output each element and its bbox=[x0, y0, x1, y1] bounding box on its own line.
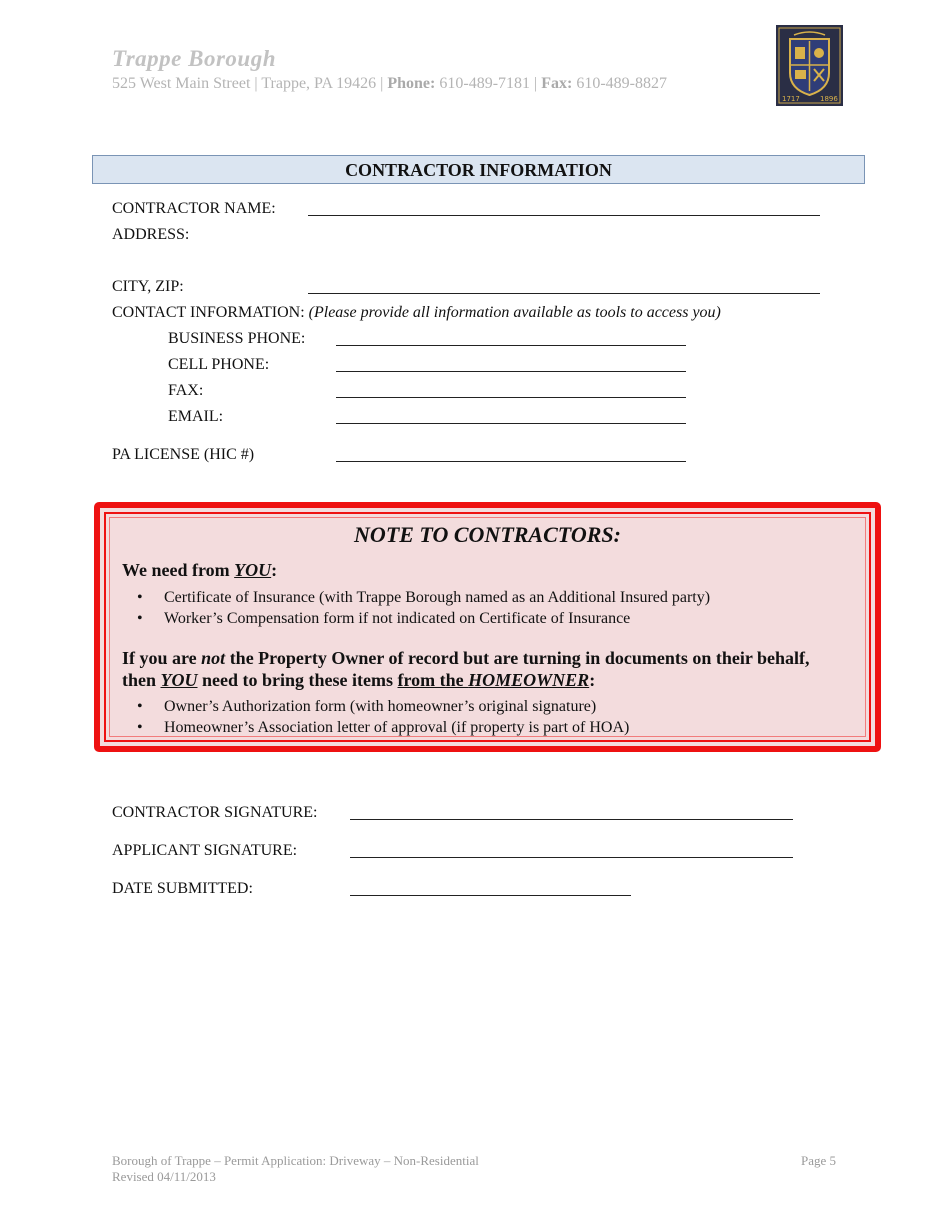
applicant-signature-label: APPLICANT SIGNATURE: bbox=[112, 842, 298, 859]
if-homeowner: HOMEOWNER bbox=[468, 670, 590, 690]
seal-year-left: 1717 bbox=[782, 95, 800, 103]
phone-label: Phone: bbox=[387, 75, 436, 92]
footer-revised: Revised 04/11/2013 bbox=[112, 1169, 216, 1184]
contractor-name-label: CONTRACTOR NAME: bbox=[112, 200, 276, 217]
date-submitted-label: DATE SUBMITTED: bbox=[112, 880, 253, 897]
city-zip-field[interactable] bbox=[308, 293, 820, 294]
contact-info-note: (Please provide all information available as tools to access you) bbox=[308, 304, 721, 321]
note-to-contractors-box bbox=[94, 502, 881, 752]
homeowner-doc-list bbox=[122, 696, 629, 738]
note-homeowner-paragraph bbox=[122, 647, 822, 691]
phone-number: 610-489-7181 bbox=[439, 75, 531, 92]
email-field[interactable] bbox=[336, 423, 686, 424]
if-from-homeowner bbox=[398, 670, 590, 690]
need-suffix: : bbox=[271, 560, 278, 580]
contact-info-label bbox=[112, 304, 721, 322]
list-item: • Worker’s Compensation form if not indicated on Certificate of Insurance bbox=[122, 608, 710, 629]
separator: | bbox=[534, 75, 538, 92]
if-colon: : bbox=[589, 670, 596, 690]
applicant-signature-field[interactable] bbox=[350, 857, 793, 858]
contractor-signature-field[interactable] bbox=[350, 819, 793, 820]
section-header: CONTRACTOR INFORMATION bbox=[92, 155, 865, 184]
fax-label-field: FAX: bbox=[168, 382, 204, 399]
pa-license-label: PA LICENSE (HIC #) bbox=[112, 446, 255, 463]
email-label: EMAIL: bbox=[168, 408, 224, 425]
city-zip-label: CITY, ZIP: bbox=[112, 278, 184, 295]
fax-field[interactable] bbox=[336, 397, 686, 398]
fax-number: 610-489-8827 bbox=[576, 75, 667, 92]
org-name: Trappe Borough bbox=[112, 46, 276, 71]
business-phone-field[interactable] bbox=[336, 345, 686, 346]
note-need-heading bbox=[122, 560, 277, 581]
address-label: ADDRESS: bbox=[112, 226, 190, 243]
pa-license-field[interactable] bbox=[336, 461, 686, 462]
if-part-3: need to bring these items bbox=[197, 670, 398, 690]
footer-page-number: Page 5 bbox=[801, 1153, 837, 1168]
list-item: • Certificate of Insurance (with Trappe Borough named as an Additional Insured party) bbox=[122, 587, 710, 608]
need-you: YOU bbox=[234, 560, 272, 580]
street-address: 525 West Main Street | Trappe, PA 19426 | bbox=[112, 75, 384, 92]
if-not: not bbox=[201, 648, 226, 668]
fax-label: Fax: bbox=[541, 75, 573, 92]
cell-phone-label: CELL PHONE: bbox=[168, 356, 270, 373]
cell-phone-field[interactable] bbox=[336, 371, 686, 372]
org-address-line bbox=[112, 75, 667, 93]
business-phone-label: BUSINESS PHONE: bbox=[168, 330, 306, 347]
contractor-doc-list bbox=[122, 587, 710, 629]
if-part-1: If you are bbox=[122, 648, 202, 668]
contractor-name-field[interactable] bbox=[308, 215, 820, 216]
borough-seal-icon bbox=[776, 25, 843, 106]
need-prefix: We need from bbox=[122, 560, 235, 580]
date-submitted-field[interactable] bbox=[350, 895, 631, 896]
seal-year-right: 1896 bbox=[820, 95, 838, 103]
contractor-signature-label: CONTRACTOR SIGNATURE: bbox=[112, 804, 318, 821]
footer-doc-title: Borough of Trappe – Permit Application: Driveway – Non-Residential bbox=[112, 1153, 479, 1168]
note-title: NOTE TO CONTRACTORS: bbox=[354, 522, 621, 547]
if-part-2: the Property Owner of record but are turning in documents on their behalf, then bbox=[122, 648, 810, 690]
list-item: • Homeowner’s Association letter of approval (if property is part of HOA) bbox=[122, 717, 629, 738]
contact-info-heading: CONTACT INFORMATION: bbox=[112, 304, 305, 321]
if-you: YOU bbox=[160, 670, 198, 690]
if-from: from the bbox=[397, 670, 469, 690]
list-item: • Owner’s Authorization form (with homeowner’s original signature) bbox=[122, 696, 629, 717]
